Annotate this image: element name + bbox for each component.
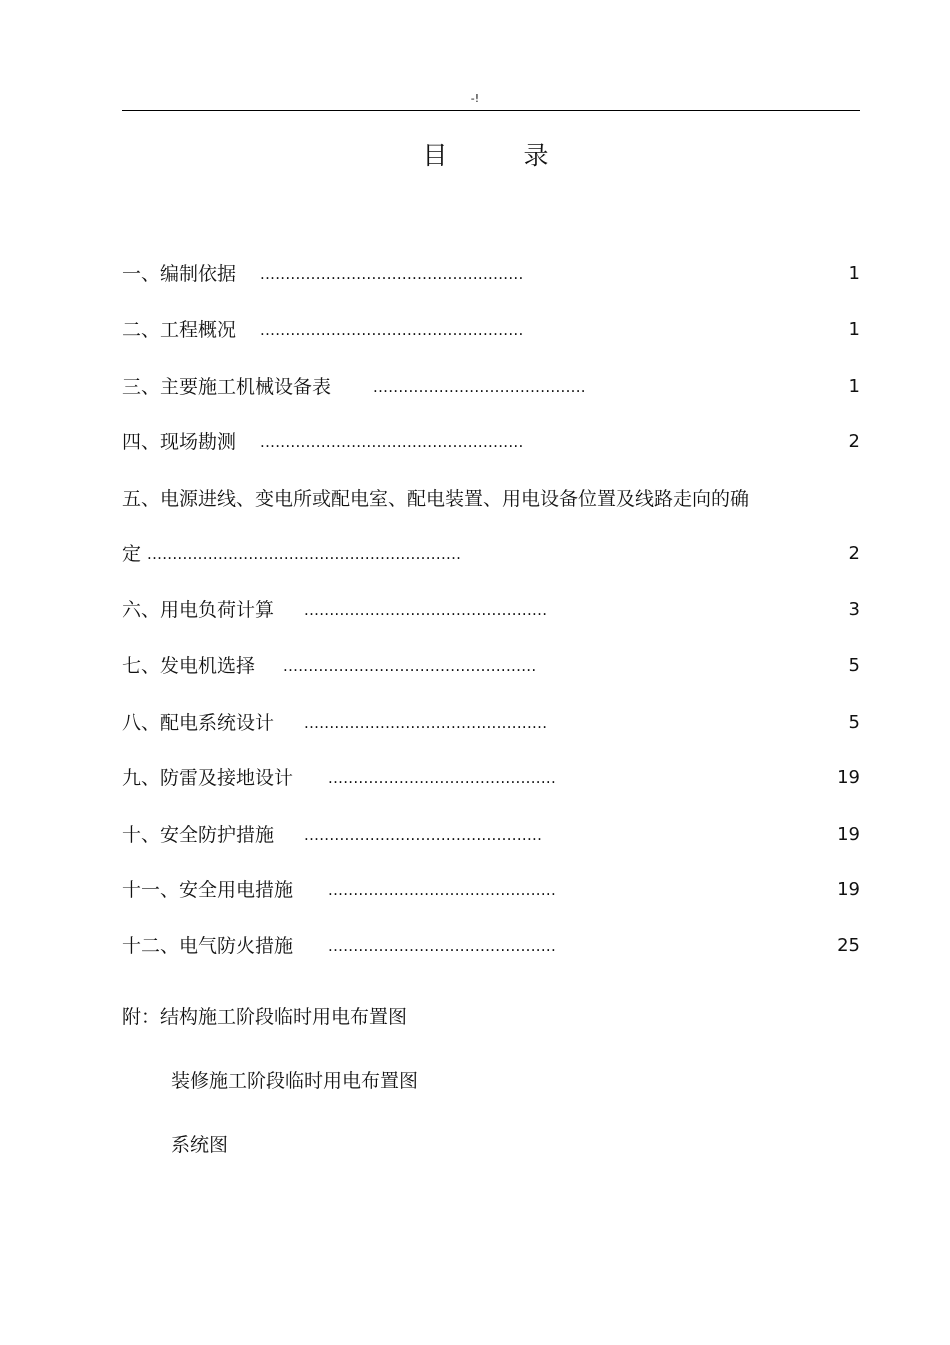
toc-entry: [122, 708, 860, 738]
toc-entry-label: 二、工程概况: [122, 319, 237, 341]
toc-entry: [122, 372, 860, 402]
toc-entry: [122, 595, 860, 625]
toc-leader-dots: ....................................................: [260, 265, 524, 283]
toc-page-number: 3: [848, 599, 860, 620]
toc-entry-label: 九、防雷及接地设计: [122, 767, 294, 789]
toc-entry-label: 十、安全防护措施: [122, 824, 275, 846]
page-title: 目 录: [422, 141, 583, 170]
toc-entry: [122, 931, 860, 961]
toc-leader-dots: ................................................: [304, 601, 548, 619]
toc-page-number: 2: [848, 543, 860, 564]
toc-page-number: 19: [837, 767, 860, 788]
appendix-item: 附：结构施工阶段临时用电布置图: [122, 1006, 408, 1028]
toc-leader-dots: ...............................................: [304, 826, 543, 844]
toc-entry: [122, 875, 860, 905]
toc-entry-continuation: 定: [122, 543, 142, 565]
toc-leader-dots: .............................................: [328, 881, 557, 899]
toc-leader-dots: ..................................................: [283, 657, 537, 675]
toc-entry-label: 十二、电气防火措施: [122, 935, 294, 957]
toc-entry: [122, 259, 860, 289]
toc-leader-dots: ..............................................................: [147, 545, 462, 563]
appendix-item: 装修施工阶段临时用电布置图: [171, 1070, 419, 1092]
toc-leader-dots: .............................................: [328, 937, 557, 955]
header-mark: -!: [470, 92, 480, 105]
toc-page-number: 19: [837, 824, 860, 845]
toc-page-number: 19: [837, 879, 860, 900]
toc-entry-label-long: 五、电源进线、变电所或配电室、配电装置、用电设备位置及线路走向的确: [122, 488, 750, 510]
toc-page-number: 25: [837, 935, 860, 956]
toc-entry: [122, 763, 860, 793]
toc-entry-label: 十一、安全用电措施: [122, 879, 294, 901]
toc-entry-label: 三、主要施工机械设备表: [122, 376, 332, 398]
toc-leader-dots: ....................................................: [260, 321, 524, 339]
toc-entry: [122, 427, 860, 457]
toc-entry-label: 六、用电负荷计算: [122, 599, 275, 621]
toc-page-number: 2: [848, 431, 860, 452]
toc-leader-dots: ....................................................: [260, 433, 524, 451]
toc-entry: [122, 651, 860, 681]
toc-entry-label: 七、发电机选择: [122, 655, 256, 677]
toc-page-number: 1: [848, 263, 860, 284]
toc-entry-label: 一、编制依据: [122, 263, 237, 285]
toc-leader-dots: ..........................................: [373, 378, 586, 396]
toc-entry-label: 四、现场勘测: [122, 431, 237, 453]
header-rule: [122, 110, 860, 111]
toc-entry: [122, 820, 860, 850]
toc-entry: [122, 315, 860, 345]
appendix-item: 系统图: [171, 1134, 229, 1156]
toc-page-number: 1: [848, 319, 860, 340]
toc-page-number: 1: [848, 376, 860, 397]
toc-leader-dots: .............................................: [328, 769, 557, 787]
toc-page-number: 5: [848, 712, 860, 733]
toc-page-number: 5: [848, 655, 860, 676]
toc-leader-dots: ................................................: [304, 714, 548, 732]
toc-entry: [122, 539, 860, 569]
toc-entry-label: 八、配电系统设计: [122, 712, 275, 734]
